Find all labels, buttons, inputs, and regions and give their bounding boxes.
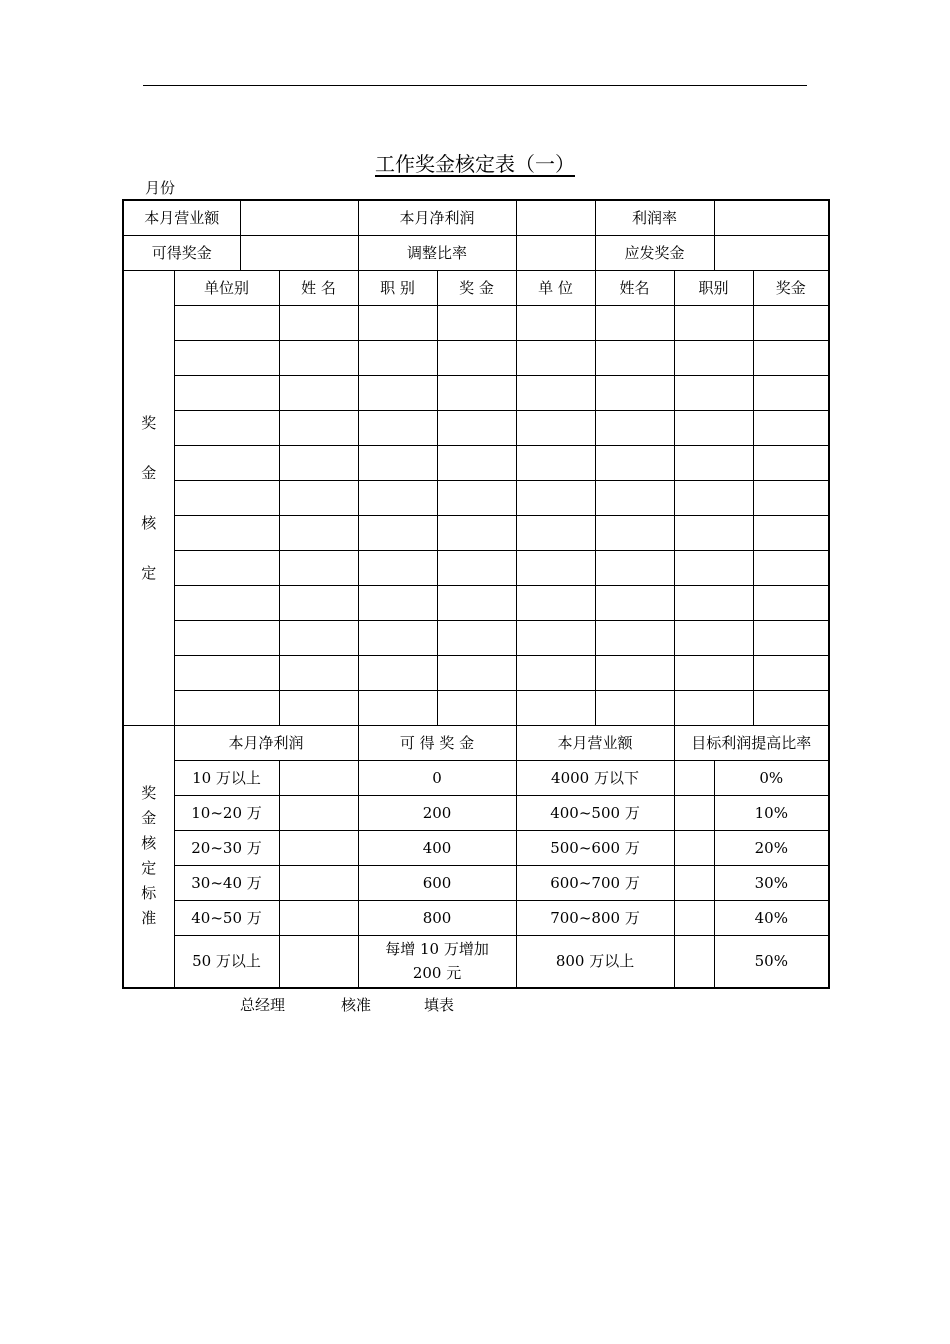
assessment-entry-cell[interactable]	[595, 586, 674, 621]
summary-label: 本月净利润	[358, 200, 516, 236]
summary-label: 利润率	[595, 200, 714, 236]
summary-value-field[interactable]	[516, 200, 595, 236]
assessment-header: 奖 金	[437, 271, 516, 306]
summary-value-field[interactable]	[714, 200, 829, 236]
standard-bonus: 0	[358, 761, 516, 796]
assessment-entry-cell[interactable]	[279, 656, 358, 691]
assessment-entry-cell[interactable]	[595, 691, 674, 726]
assessment-entry-cell[interactable]	[174, 446, 279, 481]
assessment-entry-cell[interactable]	[437, 481, 516, 516]
section-label-bonus-assessment	[123, 271, 174, 726]
standard-bonus: 800	[358, 901, 516, 936]
assessment-entry-cell[interactable]	[674, 446, 753, 481]
assessment-entry-cell[interactable]	[595, 446, 674, 481]
assessment-entry-cell[interactable]	[358, 691, 437, 726]
section-label-char: 奖	[141, 784, 157, 803]
assessment-entry-cell[interactable]	[279, 446, 358, 481]
standard-rate: 40%	[714, 901, 829, 936]
standard-blank	[674, 761, 714, 796]
assessment-entry-cell[interactable]	[595, 341, 674, 376]
assessment-entry-cell[interactable]	[674, 586, 753, 621]
assessment-entry-cell[interactable]	[437, 411, 516, 446]
standard-bonus: 400	[358, 831, 516, 866]
section-label-char: 核	[141, 834, 157, 853]
assessment-header: 姓名	[595, 271, 674, 306]
standard-blank	[279, 761, 358, 796]
assessment-entry-cell[interactable]	[437, 376, 516, 411]
assessment-entry-cell[interactable]	[516, 551, 595, 586]
assessment-entry-cell[interactable]	[753, 411, 829, 446]
assessment-entry-cell[interactable]	[516, 586, 595, 621]
assessment-entry-cell[interactable]	[753, 621, 829, 656]
assessment-header: 职别	[674, 271, 753, 306]
section-label-char: 金	[141, 464, 157, 482]
assessment-entry-cell[interactable]	[595, 551, 674, 586]
summary-label: 应发奖金	[595, 236, 714, 271]
month-label: 月份	[145, 179, 176, 197]
assessment-entry-cell[interactable]	[674, 376, 753, 411]
standard-blank	[279, 796, 358, 831]
assessment-entry-cell[interactable]	[674, 306, 753, 341]
assessment-entry-cell[interactable]	[358, 551, 437, 586]
assessment-entry-cell[interactable]	[674, 656, 753, 691]
section-label-char: 定	[141, 564, 157, 582]
standard-profit: 40~50 万	[174, 901, 279, 936]
assessment-entry-cell[interactable]	[595, 306, 674, 341]
standard-bonus: 每增 10 万增加 200 元	[358, 936, 516, 988]
assessment-entry-cell[interactable]	[437, 516, 516, 551]
assessment-entry-cell[interactable]	[437, 586, 516, 621]
assessment-entry-cell[interactable]	[279, 481, 358, 516]
standard-revenue: 4000 万以下	[516, 761, 674, 796]
standard-blank	[674, 831, 714, 866]
standard-blank	[279, 831, 358, 866]
section-label-char: 核	[141, 514, 157, 532]
assessment-header: 职 别	[358, 271, 437, 306]
assessment-entry-cell[interactable]	[279, 341, 358, 376]
assessment-entry-cell[interactable]	[516, 516, 595, 551]
header-rule	[143, 85, 807, 86]
assessment-entry-cell[interactable]	[437, 656, 516, 691]
standard-revenue: 800 万以上	[516, 936, 674, 988]
assessment-entry-cell[interactable]	[358, 586, 437, 621]
standard-blank	[279, 936, 358, 988]
assessment-entry-cell[interactable]	[595, 516, 674, 551]
assessment-entry-cell[interactable]	[437, 621, 516, 656]
section-label-char: 准	[141, 909, 157, 928]
standard-rate: 50%	[714, 936, 829, 988]
summary-label: 调整比率	[358, 236, 516, 271]
assessment-entry-cell[interactable]	[358, 656, 437, 691]
summary-label: 可得奖金	[123, 236, 240, 271]
standard-blank	[279, 866, 358, 901]
standard-blank	[674, 901, 714, 936]
assessment-entry-cell[interactable]	[674, 551, 753, 586]
assessment-entry-cell[interactable]	[174, 586, 279, 621]
assessment-entry-cell[interactable]	[516, 446, 595, 481]
assessment-entry-cell[interactable]	[595, 481, 674, 516]
assessment-entry-cell[interactable]	[516, 481, 595, 516]
assessment-entry-cell[interactable]	[279, 586, 358, 621]
assessment-entry-cell[interactable]	[174, 516, 279, 551]
summary-value-field[interactable]	[240, 236, 358, 271]
assessment-entry-cell[interactable]	[753, 516, 829, 551]
assessment-entry-cell[interactable]	[516, 656, 595, 691]
assessment-entry-cell[interactable]	[753, 551, 829, 586]
standard-rate: 0%	[714, 761, 829, 796]
section-label-bonus-standard	[123, 726, 174, 988]
standard-profit: 10~20 万	[174, 796, 279, 831]
assessment-entry-cell[interactable]	[595, 621, 674, 656]
assessment-entry-cell[interactable]	[437, 551, 516, 586]
assessment-entry-cell[interactable]	[279, 551, 358, 586]
assessment-entry-cell[interactable]	[437, 341, 516, 376]
standard-revenue: 600~700 万	[516, 866, 674, 901]
standard-rate: 20%	[714, 831, 829, 866]
standard-revenue: 500~600 万	[516, 831, 674, 866]
assessment-entry-cell[interactable]	[174, 691, 279, 726]
assessment-entry-cell[interactable]	[753, 656, 829, 691]
section-label-char: 奖	[141, 414, 157, 432]
assessment-entry-cell[interactable]	[595, 411, 674, 446]
assessment-entry-cell[interactable]	[753, 341, 829, 376]
standard-header: 目标利润提高比率	[674, 726, 829, 761]
assessment-entry-cell[interactable]	[279, 411, 358, 446]
assessment-entry-cell[interactable]	[358, 341, 437, 376]
assessment-entry-cell[interactable]	[753, 481, 829, 516]
assessment-entry-cell[interactable]	[516, 691, 595, 726]
assessment-entry-cell[interactable]	[753, 446, 829, 481]
standard-revenue: 700~800 万	[516, 901, 674, 936]
assessment-entry-cell[interactable]	[753, 376, 829, 411]
assessment-entry-cell[interactable]	[753, 586, 829, 621]
assessment-entry-cell[interactable]	[279, 691, 358, 726]
summary-label: 本月营业额	[123, 200, 240, 236]
assessment-entry-cell[interactable]	[358, 446, 437, 481]
standard-profit: 20~30 万	[174, 831, 279, 866]
assessment-entry-cell[interactable]	[174, 551, 279, 586]
assessment-entry-cell[interactable]	[674, 691, 753, 726]
assessment-entry-cell[interactable]	[753, 691, 829, 726]
assessment-entry-cell[interactable]	[516, 376, 595, 411]
assessment-header: 奖金	[753, 271, 829, 306]
summary-value-field[interactable]	[516, 236, 595, 271]
standard-rate: 10%	[714, 796, 829, 831]
assessment-entry-cell[interactable]	[437, 306, 516, 341]
standard-bonus: 600	[358, 866, 516, 901]
assessment-entry-cell[interactable]	[437, 446, 516, 481]
assessment-entry-cell[interactable]	[516, 341, 595, 376]
standard-profit: 10 万以上	[174, 761, 279, 796]
assessment-entry-cell[interactable]	[174, 341, 279, 376]
assessment-entry-cell[interactable]	[174, 306, 279, 341]
assessment-header: 姓 名	[279, 271, 358, 306]
assessment-entry-cell[interactable]	[279, 516, 358, 551]
standard-bonus: 200	[358, 796, 516, 831]
assessment-entry-cell[interactable]	[358, 481, 437, 516]
assessment-entry-cell[interactable]	[279, 306, 358, 341]
assessment-entry-cell[interactable]	[174, 411, 279, 446]
assessment-entry-cell[interactable]	[174, 376, 279, 411]
standard-blank	[279, 901, 358, 936]
assessment-entry-cell[interactable]	[358, 411, 437, 446]
standard-blank	[674, 866, 714, 901]
assessment-entry-cell[interactable]	[174, 481, 279, 516]
assessment-entry-cell[interactable]	[674, 341, 753, 376]
page-title: 工作奖金核定表（一）	[375, 152, 575, 176]
assessment-entry-cell[interactable]	[753, 306, 829, 341]
standard-header: 可 得 奖 金	[358, 726, 516, 761]
assessment-entry-cell[interactable]	[595, 656, 674, 691]
standard-header: 本月营业额	[516, 726, 674, 761]
assessment-entry-cell[interactable]	[674, 411, 753, 446]
assessment-entry-cell[interactable]	[279, 376, 358, 411]
assessment-entry-cell[interactable]	[358, 516, 437, 551]
assessment-entry-cell[interactable]	[674, 481, 753, 516]
bonus-form-table	[122, 199, 830, 989]
footer-approve: 核准	[341, 996, 372, 1014]
standard-blank	[674, 796, 714, 831]
standard-rate: 30%	[714, 866, 829, 901]
assessment-entry-cell[interactable]	[174, 656, 279, 691]
assessment-entry-cell[interactable]	[279, 621, 358, 656]
assessment-entry-cell[interactable]	[437, 691, 516, 726]
summary-value-field[interactable]	[240, 200, 358, 236]
assessment-entry-cell[interactable]	[595, 376, 674, 411]
section-label-char: 标	[141, 884, 157, 903]
assessment-entry-cell[interactable]	[358, 376, 437, 411]
summary-value-field[interactable]	[714, 236, 829, 271]
footer-general-manager: 总经理	[240, 996, 286, 1014]
section-label-char: 定	[141, 859, 157, 878]
assessment-entry-cell[interactable]	[674, 621, 753, 656]
standard-revenue: 400~500 万	[516, 796, 674, 831]
assessment-header: 单位别	[174, 271, 279, 306]
standard-blank	[674, 936, 714, 988]
assessment-entry-cell[interactable]	[358, 621, 437, 656]
assessment-entry-cell[interactable]	[674, 516, 753, 551]
footer-fill-in: 填表	[424, 996, 455, 1014]
standard-profit: 30~40 万	[174, 866, 279, 901]
assessment-entry-cell[interactable]	[516, 621, 595, 656]
assessment-entry-cell[interactable]	[174, 621, 279, 656]
assessment-header: 单 位	[516, 271, 595, 306]
assessment-entry-cell[interactable]	[516, 306, 595, 341]
assessment-entry-cell[interactable]	[358, 306, 437, 341]
assessment-entry-cell[interactable]	[516, 411, 595, 446]
standard-header: 本月净利润	[174, 726, 358, 761]
section-label-char: 金	[141, 809, 157, 828]
standard-profit: 50 万以上	[174, 936, 279, 988]
